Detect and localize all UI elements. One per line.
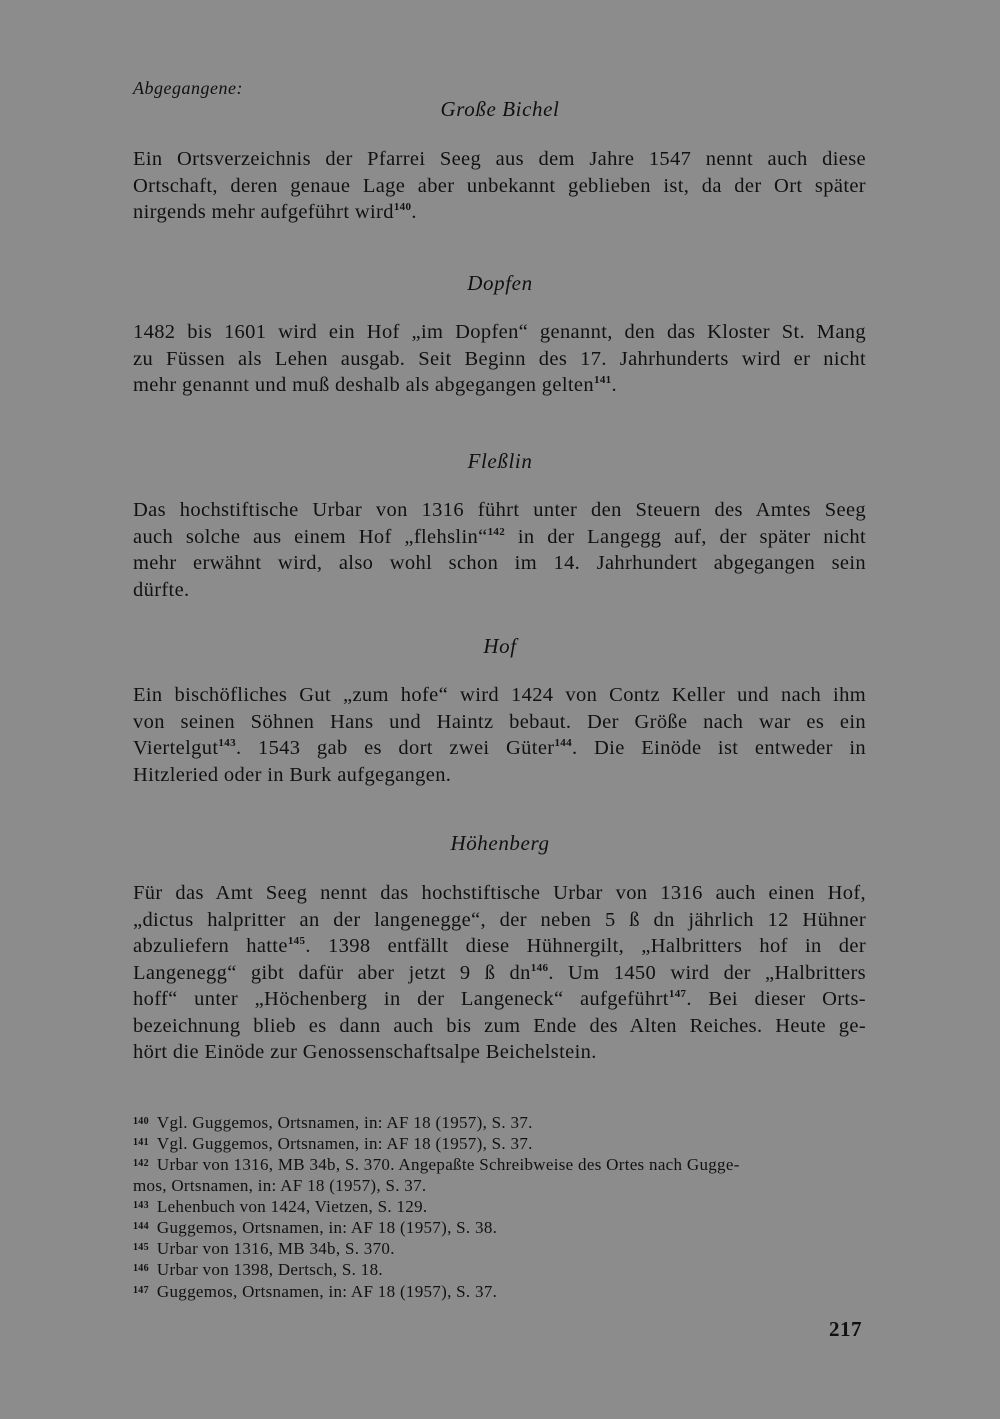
text-fragment: nirgends mehr aufgeführt wird — [133, 201, 394, 223]
heading-hoehenberg: Höhenberg — [450, 831, 550, 855]
text-line — [133, 735, 866, 762]
heading-dopfen: Dopfen — [467, 271, 533, 295]
footnote-text: Lehenbuch von 1424, Vietzen, S. 129. — [156, 1196, 428, 1216]
text-fragment: Langenegg“ gibt dafür aber jetzt 9 ß dn — [133, 961, 531, 984]
text-line: hört die Einöde zur Genossenschaftsalpe Beichelstein. — [133, 1041, 597, 1063]
footnote — [133, 1196, 866, 1217]
text-fragment: . Bei dieser Orts- — [686, 988, 866, 1010]
text-fragment: mehr genannt und muß deshalb als abgegangen gelten — [133, 374, 594, 396]
text-line: mehr erwähnt wird, also wohl schon im 14. Jahrhundert abgegangen sein — [133, 552, 866, 574]
text-line: von seinen Söhnen Hans und Haintz bebaut. Der Größe nach war es ein — [133, 710, 866, 733]
footnote-number: 140 — [133, 1116, 149, 1127]
text-fragment: abzuliefern hatte — [133, 935, 288, 957]
paragraph-flesslin — [133, 497, 866, 603]
footnote-number: 141 — [133, 1137, 149, 1149]
footnote — [133, 1281, 866, 1302]
text-line: Das hochstiftische Urbar von 1316 führt unter den Steuern des Amtes Seeg — [133, 499, 866, 521]
footnote — [133, 1217, 866, 1238]
footnote-number: 142 — [133, 1158, 149, 1170]
text-line: nirgends mehr aufgeführt wird$^{140}$. — [133, 201, 417, 223]
footnotes — [133, 1112, 866, 1302]
text-fragment: hoff“ unter „Höchenberg in der Langeneck“ aufgeführt — [133, 988, 669, 1010]
text-fragment: . 1398 entfällt diese Hühnergilt, „Halbritters hof in der — [305, 935, 866, 957]
text-line — [133, 986, 866, 1013]
paragraph-dopfen — [133, 319, 866, 399]
heading-flesslin: Fleßlin — [467, 449, 533, 473]
footnote-marker: 144 — [554, 737, 573, 749]
text-fragment: . Die Einöde ist entweder in — [572, 737, 866, 759]
footnote-text: Urbar von 1398, Dertsch, S. 18. — [156, 1260, 383, 1280]
text-line: 1482 bis 1601 wird ein Hof „im Dopfen“ genannt, den das Kloster St. Mang — [133, 321, 866, 343]
footnote-text: Guggemos, Ortsnamen, in: AF 18 (1957), S. 38. — [156, 1218, 498, 1238]
text-fragment: auch solche aus einem Hof „flehslin“ — [133, 525, 488, 548]
text-line: Ein bischöfliches Gut „zum hofe“ wird 1424 von Contz Keller und nach ihm — [133, 684, 866, 706]
footnote-marker: 142 — [487, 525, 506, 538]
footnote-marker: 141 — [593, 374, 612, 386]
text-line: Ortschaft, deren genaue Lage aber unbekannt geblieben ist, da der Ort später — [133, 174, 866, 197]
footnote-marker: 140 — [393, 201, 412, 213]
footnote-text: Vgl. Guggemos, Ortsnamen, in: AF 18 (1957), S. 37. — [156, 1113, 533, 1132]
footnote-continuation: mos, Ortsnamen, in: AF 18 (1957), S. 37. — [133, 1175, 427, 1195]
footnote-marker: 147 — [668, 988, 687, 1000]
text-fragment: in der Langegg auf, der später nicht — [505, 525, 866, 548]
text-line: Hitzleried oder in Burk aufgegangen. — [133, 763, 452, 786]
text-line: mehr genannt und muß deshalb als abgegangen gelten$^{141}$. — [133, 374, 618, 396]
footnote-text: Urbar von 1316, MB 34b, S. 370. — [156, 1239, 395, 1259]
footnote-number: 143 — [133, 1199, 149, 1211]
paragraph-hof — [133, 682, 866, 788]
footnote — [133, 1154, 866, 1175]
text-line — [133, 524, 866, 551]
heading-grosse-bichel: Große Bichel — [440, 97, 560, 121]
footnote — [133, 1112, 866, 1133]
text-fragment: Viertelgut — [133, 737, 219, 759]
text-line — [133, 933, 866, 960]
paragraph-grosse-bichel — [133, 146, 866, 226]
text-line: zu Füssen als Lehen ausgab. Seit Beginn des 17. Jahrhunderts wird er nicht — [133, 347, 866, 370]
page-number: 217 — [829, 1317, 862, 1341]
footnote-number: 145 — [133, 1242, 149, 1254]
footnote — [133, 1259, 866, 1280]
footnote-marker: 143 — [218, 737, 236, 749]
footnote — [133, 1238, 866, 1259]
footnote-number: 147 — [133, 1284, 149, 1296]
text-line: Für das Amt Seeg nennt das hochstiftische Urbar von 1316 auch einen Hof, — [133, 882, 866, 904]
footnote-number: 146 — [133, 1263, 149, 1275]
text-line: „dictus halpritter an der langenegge“, der neben 5 ß dn jährlich 12 Hühner — [133, 908, 866, 931]
text-fragment: . Um 1450 wird der „Halbritters — [548, 961, 866, 984]
footnote-text: Urbar von 1316, MB 34b, S. 370. Angepaßte Schreibweise des Ortes nach Gugge- — [156, 1155, 740, 1175]
text-fragment: . 1543 gab es dort zwei Güter — [235, 737, 555, 759]
footnote-text: Vgl. Guggemos, Ortsnamen, in: AF 18 (1957), S. 37. — [156, 1134, 533, 1154]
footnote — [133, 1133, 866, 1154]
text-line — [133, 960, 866, 987]
footnote-marker: 145 — [287, 935, 306, 947]
footnote-marker: 146 — [530, 961, 549, 974]
footnote-text: Guggemos, Ortsnamen, in: AF 18 (1957), S. 37. — [156, 1281, 498, 1301]
text-line: dürfte. — [133, 578, 190, 601]
heading-hof: Hof — [483, 634, 517, 658]
text-line: bezeichnung blieb es dann auch bis zum Ende des Alten Reiches. Heute ge- — [133, 1014, 866, 1037]
footnote-number: 144 — [133, 1221, 149, 1233]
text-line: Ein Ortsverzeichnis der Pfarrei Seeg aus dem Jahre 1547 nennt auch diese — [133, 148, 866, 170]
paragraph-hoehenberg — [133, 880, 866, 1066]
section-kicker: Abgegangene: — [133, 78, 243, 98]
